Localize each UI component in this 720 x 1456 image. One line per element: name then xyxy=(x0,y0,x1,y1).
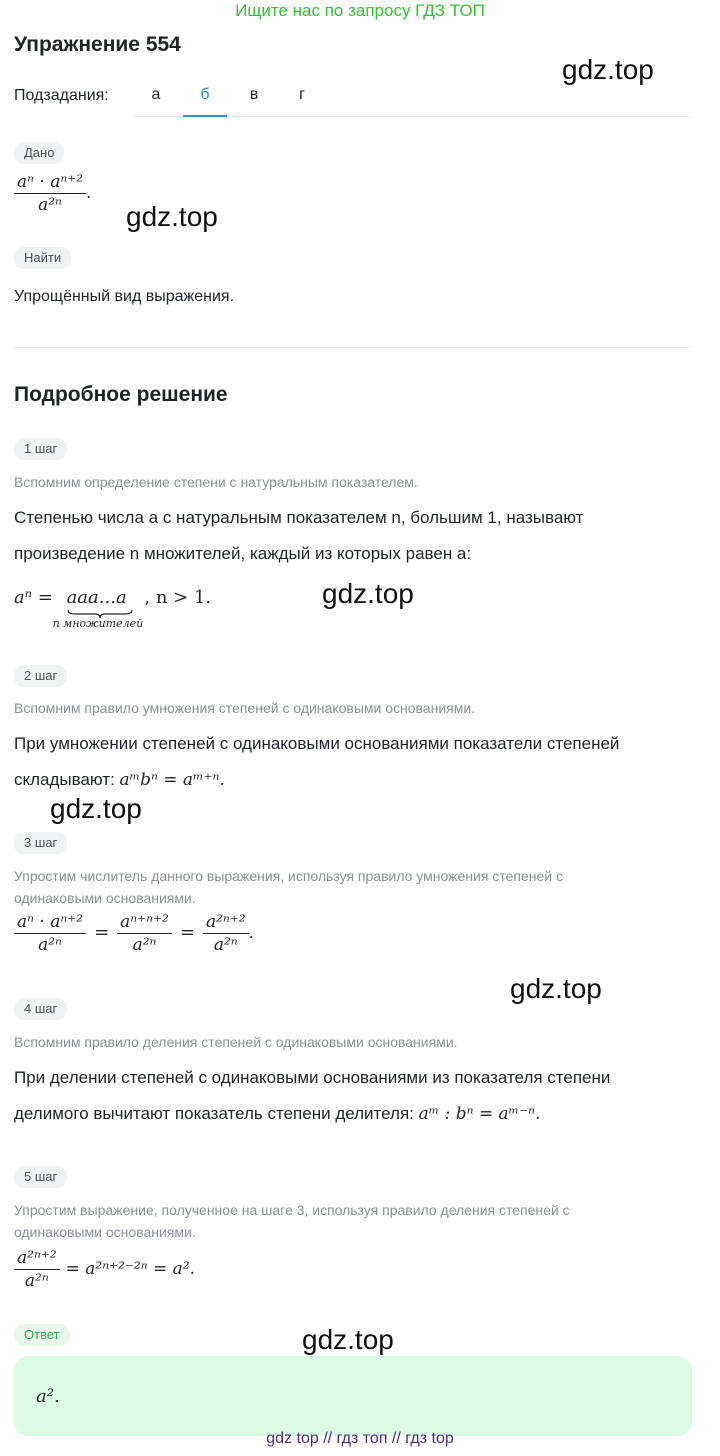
solution-heading: Подробное решение xyxy=(14,383,228,406)
step-2-line2: складывают: aᵐbⁿ = aᵐ⁺ⁿ. xyxy=(14,770,225,790)
tab-b[interactable]: б xyxy=(183,86,227,117)
watermark: gdz.top xyxy=(510,973,602,1004)
given-denominator: a²ⁿ xyxy=(38,195,62,215)
step-3-pill: 3 шаг xyxy=(14,832,67,854)
step-5-pill: 5 шаг xyxy=(14,1166,67,1188)
find-text: Упрощённый вид выражения. xyxy=(14,288,235,305)
multiplication-rule: aᵐbⁿ = aᵐ⁺ⁿ. xyxy=(119,770,225,790)
step-1-line1: Степенью числа a с натуральным показателем n, большим 1, называют xyxy=(14,508,584,527)
step-1-pill: 1 шаг xyxy=(14,438,67,460)
watermark: gdz.top xyxy=(126,201,218,232)
given-expression: $\frac{\text{aⁿ · aⁿ⁺²}}{\text{a²ⁿ}}$ . xyxy=(14,171,91,216)
step-1-line2: произведение n множителей, каждый из которых равен a: xyxy=(14,544,472,563)
answer-pill: Ответ xyxy=(14,1324,70,1346)
footer-links[interactable]: gdz top // гдз топ // гдз top xyxy=(266,1430,454,1447)
step-4-hint: Вспомним правило деления степеней с одинаковыми основаниями. xyxy=(14,1034,458,1050)
given-numerator: aⁿ · aⁿ⁺² xyxy=(17,172,84,192)
tab-v[interactable]: в xyxy=(249,86,259,103)
tab-g[interactable]: г xyxy=(299,86,305,103)
watermark: gdz.top xyxy=(50,793,142,824)
answer-value: a². xyxy=(36,1386,60,1407)
product-underlabel: n множителей xyxy=(52,617,144,630)
subtasks-tabs xyxy=(134,80,692,117)
given-pill: Дано xyxy=(14,142,64,164)
step-2-pill: 2 шаг xyxy=(14,665,67,687)
step-2-hint: Вспомним правило умножения степеней с одинаковыми основаниями. xyxy=(14,700,476,716)
step-3-hint-1: Упростим числитель данного выражения, используя правило умножения степеней с xyxy=(14,868,563,884)
watermark: gdz.top xyxy=(322,578,414,609)
page-title: Упражнение 554 xyxy=(14,33,181,56)
step-1-hint: Вспомним определение степени с натуральным показателем. xyxy=(14,474,418,490)
product-term: aaa...a xyxy=(66,587,127,608)
step-5-formula: $\frac{\text{a²ⁿ⁺²}}{\text{a²ⁿ}}$ = a²ⁿ⁺²⁻²ⁿ = a². xyxy=(14,1247,195,1292)
tab-a[interactable]: а xyxy=(151,86,161,103)
division-rule: aᵐ : bⁿ = aᵐ⁻ⁿ. xyxy=(418,1104,541,1124)
top-banner: Ищите нас по запросу ГДЗ ТОП xyxy=(235,1,485,20)
find-pill: Найти xyxy=(14,247,71,269)
step-5-hint-2: одинаковыми основаниями. xyxy=(14,1224,196,1240)
watermark: gdz.top xyxy=(302,1324,394,1355)
step-5-hint-1: Упростим выражение, полученное на шаге 3, используя правило деления степеней с xyxy=(14,1202,570,1218)
subtasks-label: Подзадания: xyxy=(14,87,109,104)
step-3-hint-2: одинаковыми основаниями. xyxy=(14,890,196,906)
step-2-line1: При умножении степеней с одинаковыми основаниями показатели степеней xyxy=(14,734,620,753)
step-4-line2: делимого вычитают показатель степени делителя: aᵐ : bⁿ = aᵐ⁻ⁿ. xyxy=(14,1104,541,1124)
step-3-formula: $\frac{\text{aⁿ · aⁿ⁺²}}{\text{a²ⁿ}}$ = $\frac{\text{aⁿ⁺ⁿ⁺²}}{\text{a²ⁿ}}$ = $\frac{\text{a²ⁿ⁺²}}{\text{a²ⁿ}}$ . xyxy=(14,911,254,956)
step-4-line1: При делении степеней с одинаковыми основаниями из показателя степени xyxy=(14,1068,611,1087)
divider xyxy=(14,347,692,348)
answer-box xyxy=(14,1356,692,1436)
step-1-formula: aⁿ = aaa...a n множителей , n > 1. xyxy=(14,587,212,630)
watermark: gdz.top xyxy=(562,54,654,85)
step-4-pill: 4 шаг xyxy=(14,998,67,1020)
